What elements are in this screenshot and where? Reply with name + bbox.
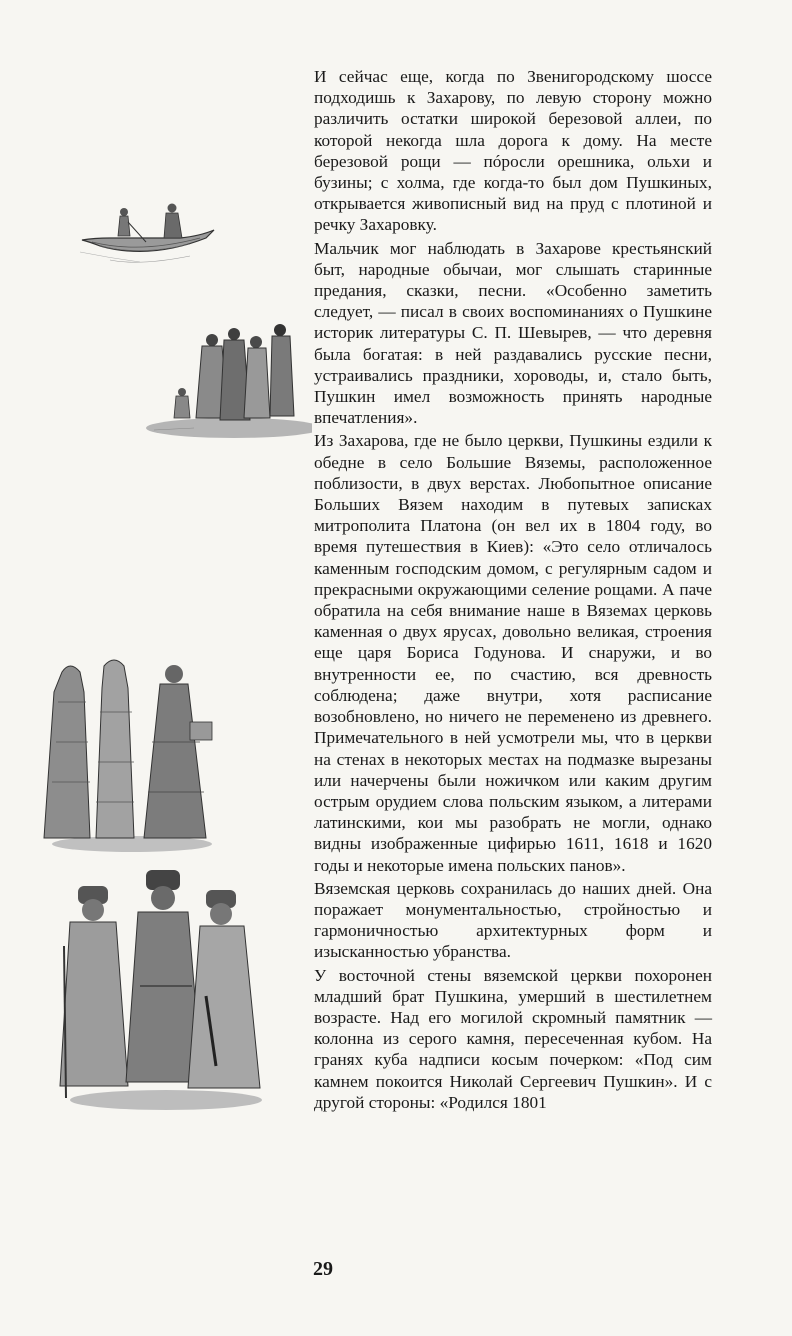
paragraph-brother-grave: У восточной стены вяземской церкви похоронен младший брат Пушкина, умерший в шестилетнем возрасте. Над его могилой скромный памятник — колонна из серого камня, пересеченная кубом. На гранях куба надписи косым почерком: «Под сим камнем покоится Николай Сергеевич Пушкин». И с другой стороны: «Родился 1801 — [314, 965, 712, 1112]
text-column — [314, 66, 712, 1113]
boat-illustration — [80, 196, 220, 268]
women-in-costume-illustration — [40, 652, 222, 856]
paragraph-zakharovo-road: И сейчас еще, когда по Звенигородскому шоссе подходишь к Захарову, по левую сторону можно различить остатки широкой березовой аллеи, по которой некогда шла дорога к дому. На месте березовой рощи — пóросли орешника, ольхи и бузины; с холма, где когда-то был дом Пушкиных, открывается живописный вид на пруд с плотиной и речку Захаровку. — [314, 67, 712, 235]
men-in-winter-coats-illustration — [56, 866, 270, 1114]
page-number: 29 — [313, 1258, 333, 1280]
paragraph-village-life: Мальчик мог наблюдать в Захарове крестьянский быт, народные обычаи, мог слышать старинные предания, сказки, песни. «Особенно заметить следует, — писал в своих воспоминаниях о Пушкине историк литературы С. П. Шевырев, — что деревня была богатая: в ней раздавались русские песни, устраивались праздники, хороводы, и, стало быть, Пушкин имел возможность принять народные впечатления». — [314, 238, 712, 428]
paragraph-bolshie-vyazemy: Из Захарова, где не было церкви, Пушкины ездили к обедне в село Большие Вяземы, расположенное поблизости, в двух верстах. Любопытное описание Больших Вязем находим в путевых записках митрополита Платона (он вел их в 1804 году, во время путешествия в Киев): «Это село отличалось каменным господским домом, с регулярным садом и прекрасными окружающими селение рощами. А паче обратила на себя внимание наше в Вяземах церковь каменная о двух ярусах, довольно великая, строения еще царя Бориса Годунова. И снаружи, и во внутренности ее, по счастию, вся древность соблюдена; даже внутри, хотя расписание возобновлено, но ничего не переменено из древнего. Примечательного в ней усмотрели мы, что в церкви на стенах в некоторых местах на подмазке вырезаны или начерчены были ножичком или каким другим острым орудием слова польским языком, а литерами латинскими, кои мы разобрать не могли, однако видны изображенные цифирью 1611, 1618 и 1620 годы и некоторые имена польских панов». — [314, 431, 712, 875]
paragraph-vyazemy-church: Вяземская церковь сохранилась до наших дней. Она поражает монументальностью, стройностью и гармоничностью архитектурных форм и изысканностью убранства. — [314, 878, 712, 962]
peasant-group-illustration — [134, 322, 312, 440]
